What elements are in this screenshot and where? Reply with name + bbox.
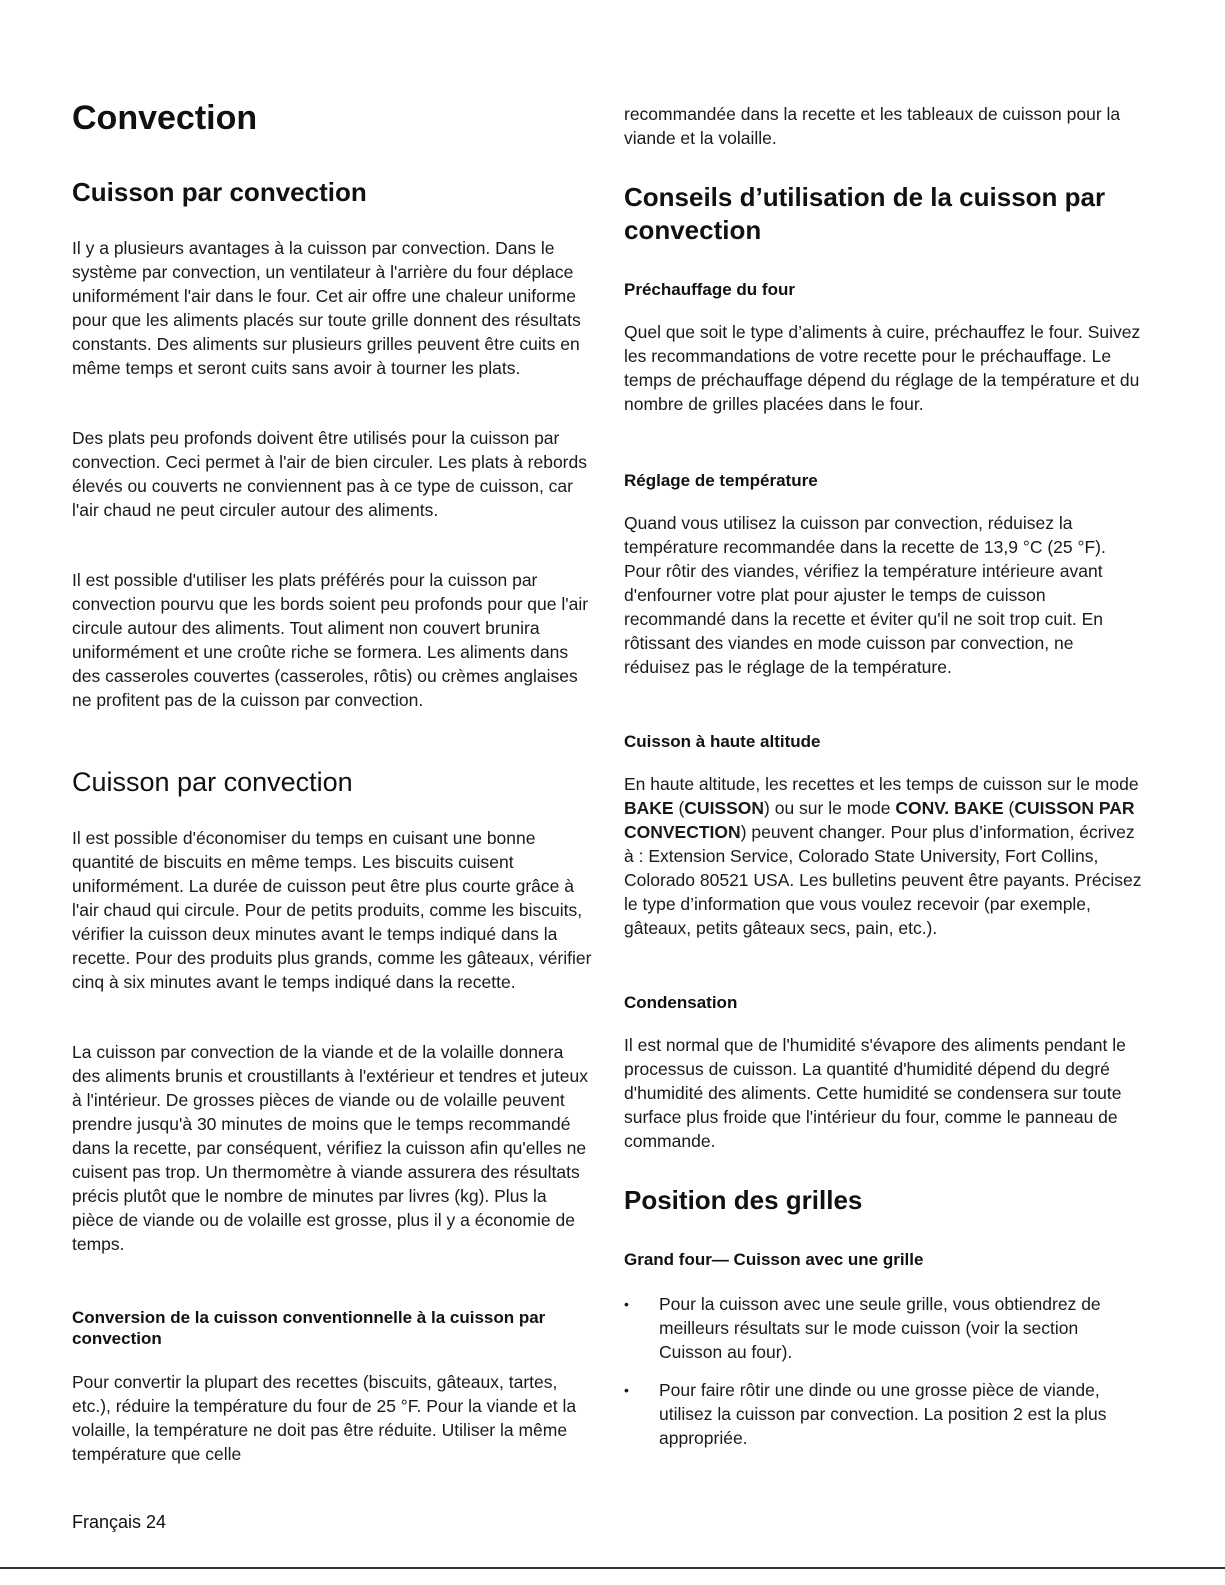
bullet-icon: • [624, 1296, 629, 1312]
heading-convection-cooking: Cuisson par convection [72, 767, 353, 797]
section-title: Convection [72, 99, 258, 137]
heading-rack-position: Position des grilles [624, 1185, 863, 1215]
paragraph: Des plats peu profonds doivent être utilisés pour la cuisson par convection. Ceci permet à l'air de bien circuler. Les plats à rebords élevés ou couverts ne conviennent pas à ce type de cuisson, car l'air chaud ne peut circuler autour des aliments. [72, 428, 587, 520]
heading-tips: Conseils d’utilisation de la cuisson par convection [624, 182, 1106, 245]
list-item [624, 1292, 1144, 1364]
paragraph: Quand vous utilisez la cuisson par convection, réduisez la température recommandée dans la recette de 13,9 °C (25 °F). Pour rôtir des viandes, vérifiez la température intérieure avant d'enfourner votre plat pour ajuster le temps de cuisson recommandé dans la recette et éviter qu'il ne soit trop cuit. En rôtissant des viandes en mode cuisson par convection, ne réduisez pas le réglage de la température. [624, 513, 1106, 677]
bullet-list [624, 1292, 1144, 1464]
paragraph: Quel que soit le type d’aliments à cuire, préchauffez le four. Suivez les recommandations de votre recette pour le préchauffage. Le temps de préchauffage dépend du réglage de la température et du nombre de grilles placées dans le four. [624, 322, 1141, 414]
heading-convection-baking: Cuisson par convection [72, 177, 367, 207]
subheading-preheat: Préchauffage du four [624, 280, 795, 299]
subheading-conversion: Conversion de la cuisson conventionnelle à la cuisson par convection [72, 1308, 546, 1348]
text: En haute altitude, les recettes et les temps de cuisson sur le mode [624, 774, 1139, 794]
subheading-altitude: Cuisson à haute altitude [624, 732, 821, 751]
page-number: Français 24 [72, 1512, 167, 1532]
paragraph: La cuisson par convection de la viande et de la volaille donnera des aliments brunis et croustillants à l'extérieur et tendres et juteux à l'intérieur. De grosses pièces de viande ou de volaille peuvent prendre jusqu'à 30 minutes de moins que le temps recommandé dans la recette, par conséquent, vérifiez la cuisson afin qu'elles ne cuisent pas trop. Un thermomètre à viande assurera des résultats précis plutôt que le nombre de minutes par livres (kg). Plus la pièce de viande ou de volaille est grosse, plus il y a économie de temps. [72, 1042, 588, 1254]
paragraph: Pour convertir la plupart des recettes (biscuits, gâteaux, tartes, etc.), réduire la température du four de 25 °F. Pour la viande et la volaille, la température ne doit pas être réduite. Utiliser la même température que celle [72, 1372, 577, 1464]
subheading-condensation: Condensation [624, 993, 738, 1012]
text: ( [673, 798, 685, 818]
paragraph: Il est possible d'économiser du temps en cuisant une bonne quantité de biscuits en même temps. Les biscuits cuisent uniformément. La durée de cuisson peut être plus courte grâce à l'air chaud qui circule. Pour de petits produits, comme les biscuits, vérifier la cuisson deux minutes avant le temps indiqué dans la recette. Pour des produits plus grands, comme les gâteaux, vérifier cinq à six minutes avant le temps indiqué dans la recette. [72, 828, 592, 992]
bold-text: CONV. BAKE [895, 798, 1004, 818]
paragraph-altitude [624, 772, 1144, 940]
subheading-temperature: Réglage de température [624, 471, 818, 490]
paragraph: Il y a plusieurs avantages à la cuisson par convection. Dans le système par convection, un ventilateur à l'arrière du four déplace uniformément l'air dans le four. Cet air offre une chaleur uniforme pour que les aliments placés sur toute grille donnent des résultats constants. Des aliments sur plusieurs grilles peuvent être cuits en même temps et seront cuits sans avoir à tourner les plats. [72, 238, 581, 378]
list-item-text: Pour la cuisson avec une seule grille, vous obtiendrez de meilleurs résultats sur le mode cuisson (voir la section Cuisson au four). [659, 1294, 1101, 1362]
paragraph: Il est possible d'utiliser les plats préférés pour la cuisson par convection pourvu que les bords soient peu profonds pour que l'air circule autour des aliments. Tout aliment non couvert brunira uniformément et une croûte riche se formera. Les aliments dans des casseroles couvertes (casseroles, rôtis) ou crèmes anglaises ne profitent pas de la cuisson par convection. [72, 570, 589, 710]
bold-text: CUISSON PAR CONVECTION [624, 798, 1135, 842]
bold-text: CUISSON [684, 798, 765, 818]
paragraph: recommandée dans la recette et les tableaux de cuisson pour la viande et la volaille. [624, 104, 1121, 148]
paragraph: Il est normal que de l'humidité s'évapore des aliments pendant le processus de cuisson. La quantité d'humidité dépend du degré d'humidité des aliments. Cette humidité se condensera sur toute surface plus froide que l'intérieur du four, comme le panneau de commande. [624, 1035, 1126, 1151]
text: ( [1003, 798, 1015, 818]
list-item [624, 1378, 1144, 1450]
text: ) ou sur le mode [764, 798, 896, 818]
subheading-large-oven: Grand four— Cuisson avec une grille [624, 1250, 924, 1269]
bullet-icon: • [624, 1382, 629, 1398]
bold-text: BAKE [624, 798, 674, 818]
bottom-rule [0, 1567, 1225, 1569]
list-item-text: Pour faire rôtir une dinde ou une grosse pièce de viande, utilisez la cuisson par convection. La position 2 est la plus appropriée. [659, 1380, 1107, 1448]
text: ) peuvent changer. Pour plus d’information, écrivez à : Extension Service, Colorado State University, Fort Collins, Colorado 80521 USA. Les bulletins peuvent être payants. Précisez le type d’information que vous voulez recevoir (par exemple, gâteaux, petits gâteaux secs, pain, etc.). [624, 822, 1142, 938]
